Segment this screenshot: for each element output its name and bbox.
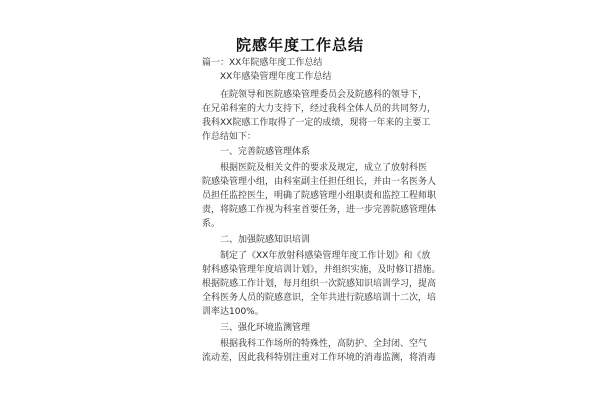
section-heading: 三、强化环境监测管理: [220, 323, 311, 333]
text-line: 制定了《XX年放射科感染管理年度工作计划》和《放: [220, 251, 431, 261]
text-line: XX年感染管理年度工作总结: [220, 72, 332, 82]
document-title: 院感年度工作总结: [235, 36, 364, 54]
text-line: 射科感染管理年度培训计划》，并组织实施，及时修订措施。: [202, 265, 441, 275]
text-line: 院感染管理小组，由科室副主任担任组长，并由一名医务人: [202, 177, 437, 187]
text-line: 训率达100%。: [202, 307, 264, 317]
text-line: 根据我科工作场所的特殊性，高防护、全封闭、空气: [220, 339, 428, 349]
text-line: 在兄弟科室的大力支持下，经过我科全体人员的共同努力，: [202, 104, 437, 114]
section-heading: 一、完善院感管理体系: [220, 147, 311, 157]
text-line: 在院领导和医院感染管理委员会及院感科的领导下，: [220, 90, 428, 100]
text-line: 根据医院及相关文件的要求及规定，成立了放射科医: [220, 163, 428, 173]
text-line: 员担任监控医生，明确了院感管理小组职责和监控工程师职: [202, 191, 437, 201]
text-line: 责，将院感工作视为科室首要任务，进一步完善院感管理体: [202, 205, 437, 215]
text-line: 我科XX院感工作取得了一定的成绩，现将一年来的主要工: [202, 118, 431, 128]
text-line: 流动差，因此我科特别注重对工作环境的消毒监测，将消毒: [202, 353, 437, 363]
section-heading: 二、加强院感知识培训: [220, 235, 311, 245]
text-line: 系。: [202, 219, 221, 229]
text-line: 全科医务人员的院感意识，全年共进行院感培训十二次，培: [202, 293, 437, 303]
text-line: 根据院感工作计划，每月组织一次院感知识培训学习，提高: [202, 279, 437, 289]
text-line: 篇一：XX年院感年度工作总结: [202, 58, 323, 68]
text-line: 作总结如下：: [202, 132, 257, 142]
